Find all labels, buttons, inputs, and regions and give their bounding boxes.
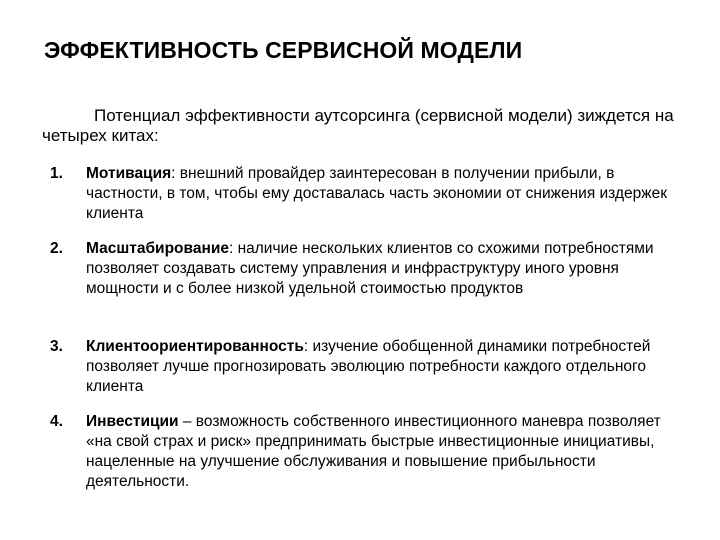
- list-item-term: Клиентоориентированность: [86, 338, 304, 355]
- intro-paragraph: Потенциал эффективности аутсорсинга (сервисной модели) зиждется на четырех китах:: [42, 106, 674, 145]
- list-item-text: : наличие нескольких клиентов со схожими потребностями позволяет создавать систему управления и инфраструктуру иного уровня мощности и с более низкой удельной стоимостью продуктов: [86, 240, 654, 297]
- list-item: [50, 164, 680, 224]
- list-item-text: : внешний провайдер заинтересован в получении прибыли, в частности, в том, чтобы ему доставалась часть экономии от снижения издержек клиента: [86, 165, 668, 222]
- slide-title: ЭФФЕКТИВНОСТЬ СЕРВИСНОЙ МОДЕЛИ: [44, 37, 523, 63]
- list-item: [50, 239, 680, 299]
- list-item-number: 4.: [50, 413, 63, 430]
- list-item-body: [86, 412, 680, 492]
- list-item-number: 2.: [50, 240, 63, 257]
- list-item-body: [86, 164, 680, 224]
- list-item-text: – возможность собственного инвестиционного маневра позволяет «на свой страх и риск» предпринимать быстрые инвестиционные инициативы, нацеленные на улучшение обслуживания и повышение прибыльности деятельности.: [86, 413, 661, 490]
- list-item: [50, 412, 680, 492]
- list-item-number: 1.: [50, 165, 63, 182]
- list-item-term: Инвестиции: [86, 413, 179, 430]
- list-item-body: [86, 337, 680, 397]
- list-item: [50, 337, 680, 397]
- list-item-number: 3.: [50, 338, 63, 355]
- list-item-term: Масштабирование: [86, 240, 229, 257]
- list-item-term: Мотивация: [86, 165, 172, 182]
- list-item-text: : изучение обобщенной динамики потребностей позволяет лучше прогнозировать эволюцию потребности каждого отдельного клиента: [86, 338, 651, 395]
- list-item-body: [86, 239, 680, 299]
